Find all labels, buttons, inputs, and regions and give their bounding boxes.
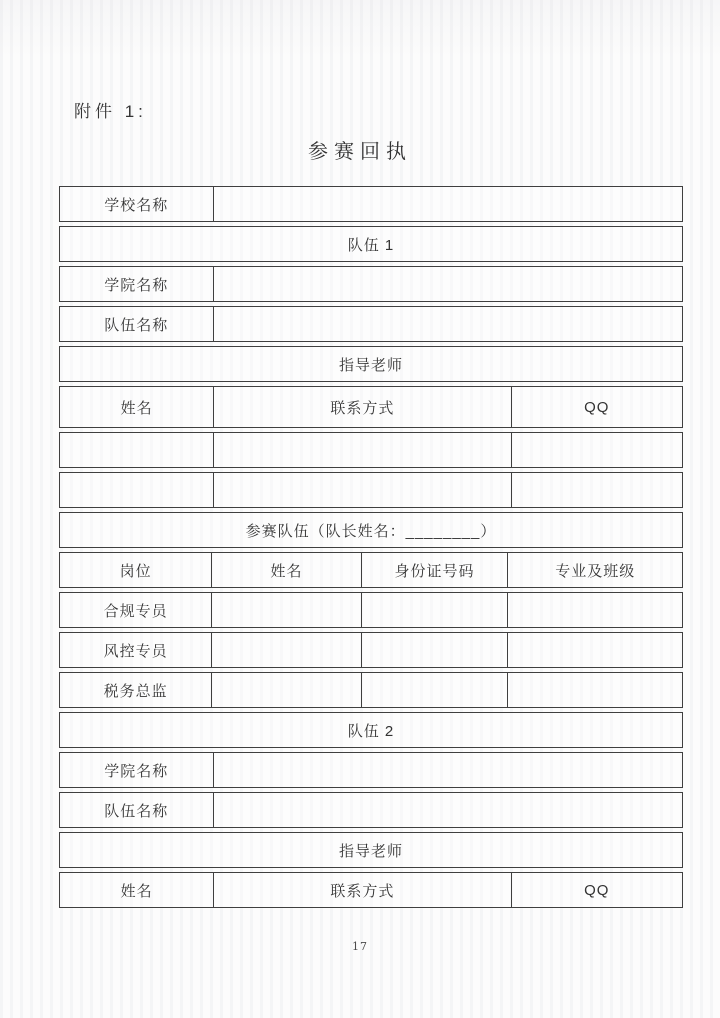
page-title: 参赛回执 (308, 141, 412, 163)
row-team2-advisor-columns (59, 872, 683, 908)
cell-label: 风控专员 (60, 633, 212, 667)
row-member-risk (59, 632, 683, 668)
cell-label: 学院名称 (60, 753, 214, 787)
cell-section-title: 指导老师 (338, 356, 403, 374)
row-members-columns (59, 552, 683, 588)
attachment-label: 附件 1: (74, 102, 147, 121)
cell-header: 姓名 (60, 873, 214, 907)
cell-header: 专业及班级 (555, 562, 636, 580)
cell-value-empty (362, 593, 509, 627)
cell-value-empty (214, 753, 682, 787)
cell-value-empty (60, 433, 214, 467)
registration-form-table (59, 186, 683, 912)
row-team-members-header (59, 512, 683, 548)
row-team2-advisor-header (59, 832, 683, 868)
cell-section-title: 队伍 1 (347, 236, 395, 254)
cell-section-title: 指导老师 (338, 842, 403, 860)
cell-label: 队伍名称 (60, 793, 214, 827)
cell-label: 税务总监 (60, 673, 212, 707)
cell-value-empty (508, 633, 682, 667)
cell-value-empty (214, 793, 682, 827)
cell-header: 联系方式 (214, 873, 511, 907)
row-member-tax (59, 672, 683, 708)
cell-header: QQ (584, 881, 610, 899)
cell-header: 身份证号码 (362, 553, 509, 587)
row-team1-advisor-blank-2 (59, 472, 683, 508)
cell-value-empty (362, 673, 509, 707)
cell-value-empty (212, 673, 361, 707)
cell-value-empty (214, 473, 511, 507)
cell-value-empty (362, 633, 509, 667)
cell-label: 学院名称 (60, 267, 214, 301)
row-team1-advisor-columns (59, 386, 683, 428)
cell-header: 姓名 (60, 387, 214, 427)
row-team1-advisor-blank-1 (59, 432, 683, 468)
cell-header: QQ (584, 398, 610, 416)
row-team2-team-name (59, 792, 683, 828)
row-team1-college-name (59, 266, 683, 302)
row-member-compliance (59, 592, 683, 628)
row-team2-header (59, 712, 683, 748)
row-team1-team-name (59, 306, 683, 342)
cell-value-empty (508, 593, 682, 627)
cell-value-empty (214, 187, 682, 221)
cell-section-title: 参赛队伍（队长姓名：________） (245, 522, 497, 540)
cell-label: 学校名称 (60, 187, 214, 221)
page-number: 17 (352, 940, 368, 953)
row-team1-advisor-header (59, 346, 683, 382)
cell-header: 岗位 (60, 553, 212, 587)
cell-header: 姓名 (212, 553, 361, 587)
cell-value-empty (214, 433, 511, 467)
cell-label: 队伍名称 (60, 307, 214, 341)
cell-value-empty (214, 267, 682, 301)
row-team1-header (59, 226, 683, 262)
cell-value-empty (60, 473, 214, 507)
cell-value-empty (214, 307, 682, 341)
cell-header: 联系方式 (214, 387, 511, 427)
row-school-name (59, 186, 683, 222)
cell-value-empty (512, 473, 682, 507)
cell-section-title: 队伍 2 (347, 722, 395, 740)
cell-value-empty (212, 593, 361, 627)
cell-value-empty (512, 433, 682, 467)
cell-value-empty (508, 673, 682, 707)
cell-label: 合规专员 (60, 593, 212, 627)
cell-value-empty (212, 633, 361, 667)
row-team2-college-name (59, 752, 683, 788)
